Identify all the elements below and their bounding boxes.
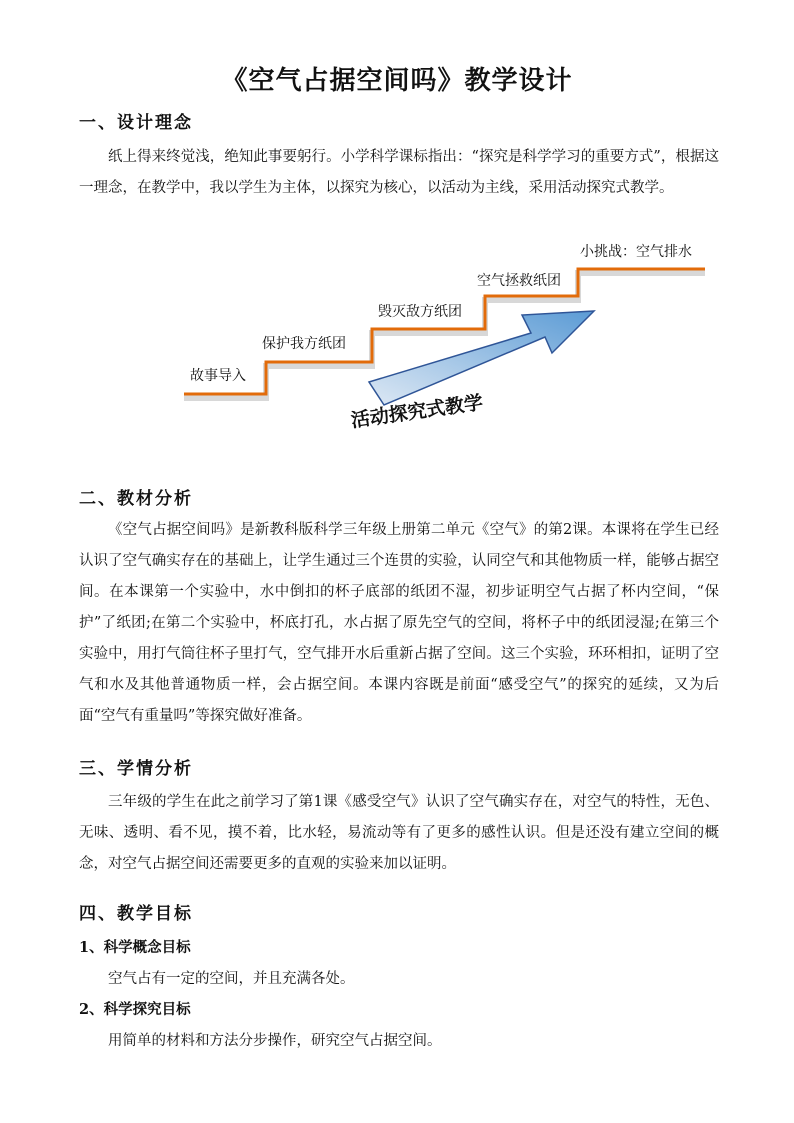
section-heading-material-analysis: 二、教材分析 — [79, 489, 193, 509]
section-heading-design-concept: 一、设计理念 — [79, 113, 193, 133]
goal-heading-inquiry: 2、科学探究目标 — [79, 1001, 191, 1018]
material-analysis-paragraph: 《空气占据空间吗》是新教科版科学三年级上册第二单元《空气》的第2课。本课将在学生已经认识了空气确实存在的基础上，让学生通过三个连贯的实验，认同空气和其他物质一样，能够占据空间。在本课第一个实验中，水中倒扣的杯子底部的纸团不湿，初步证明空气占据了杯内空间，“保护”了纸团;在第二个实验中，杯底打孔，水占据了原先空气的空间，将杯子中的纸团浸湿;在第三个实验中，用打气筒往杯子里打气，空气排开水后重新占据了空间。这三个实验，环环相扣，证明了空气和水及其他普通物质一样，会占据空间。本课内容既是前面“感受空气”的探究的延续，又为后面“空气有重量吗”等探究做好准备。 — [79, 522, 719, 724]
page-title: 《空气占据空间吗》教学设计 — [221, 66, 573, 96]
step-label-challenge: 小挑战：空气排水 — [580, 244, 692, 260]
activity-staircase-diagram — [0, 228, 794, 438]
step-label-destroy-paper: 毁灭敌方纸团 — [378, 304, 462, 320]
step-label-air-rescue: 空气拯救纸团 — [477, 273, 561, 289]
student-analysis-paragraph: 三年级的学生在此之前学习了第1课《感受空气》认识了空气确实存在，对空气的特性，无色、无味、透明、看不见，摸不着，比水轻，易流动等有了更多的感性认识。但是还没有建立空间的概念，对空气占据空间还需要更多的直观的实验来加以证明。 — [79, 794, 719, 872]
arrow-label-inquiry-teaching: 活动探究式教学 — [349, 391, 485, 432]
goal-text-inquiry: 用简单的材料和方法分步操作，研究空气占据空间。 — [108, 1033, 442, 1049]
section-heading-teaching-goals: 四、教学目标 — [79, 904, 193, 924]
activity-arrow — [369, 311, 594, 405]
section-heading-student-analysis: 三、学情分析 — [79, 759, 193, 779]
goal-text-concept: 空气占有一定的空间，并且充满各处。 — [108, 971, 355, 987]
goal-heading-concept: 1、科学概念目标 — [79, 939, 191, 956]
design-concept-paragraph: 纸上得来终觉浅，绝知此事要躬行。小学科学课标指出：“探究是科学学习的重要方式”，根据这一理念，在教学中，我以学生为主体，以探究为核心，以活动为主线，采用活动探究式教学。 — [79, 149, 719, 196]
step-label-story-intro: 故事导入 — [190, 368, 246, 384]
step-label-protect-paper: 保护我方纸团 — [262, 336, 346, 352]
